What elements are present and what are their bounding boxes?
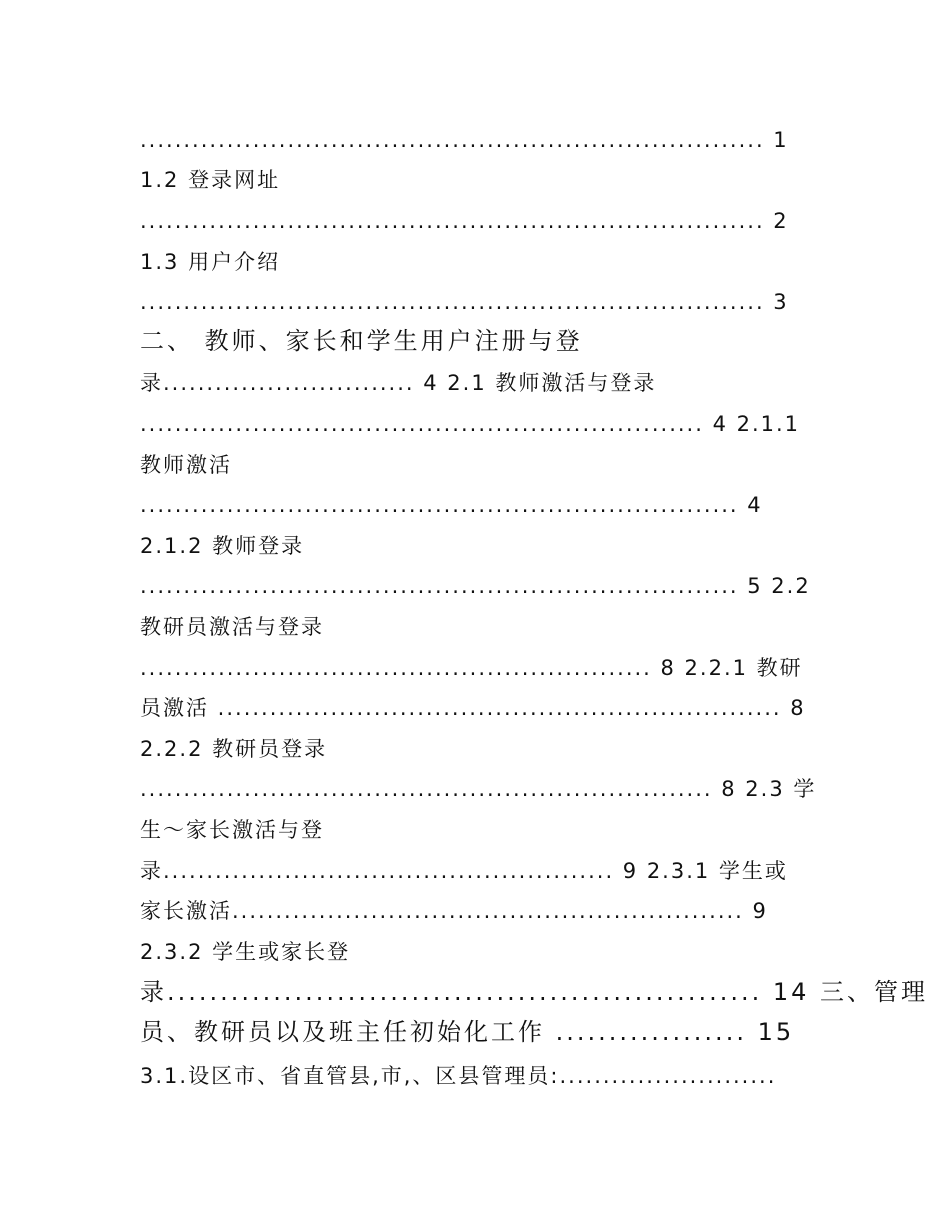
toc-line-parent-activation: 家长激活........................................................... 9 (140, 899, 768, 923)
toc-dots-page-2: ........................................................................ 2 (140, 209, 789, 233)
toc-entry-3-1: 3.1.设区市、省直管县,市,、区县管理员:......................... (140, 1064, 777, 1088)
toc-entry-teacher-activation: 教师激活 (140, 453, 232, 477)
toc-dots-page-3: ........................................................................ 3 (140, 290, 789, 314)
toc-entry-researcher: 教研员激活与登录 (140, 615, 324, 639)
toc-entry-2-2-2: 2.2.2 教研员登录 (140, 737, 328, 761)
toc-line-2-1: 录............................. 4 2.1 教师激活与登录 (140, 371, 657, 395)
toc-line-2-2-1: ........................................................... 8 2.2.1 教研 (140, 656, 803, 680)
toc-entry-1-2: 1.2 登录网址 (140, 168, 281, 192)
toc-dots-page-1: ........................................................................ 1 (140, 128, 789, 152)
toc-line-researcher-activation: 员激活 ................................................................. 8 (140, 696, 806, 720)
toc-entry-student-parent: 生～家长激活与登 (140, 818, 324, 842)
toc-entry-2-1-2: 2.1.2 教师登录 (140, 534, 305, 558)
toc-line-chapter-3-title: 员、教研员以及班主任初始化工作 .................. 15 (140, 1018, 795, 1046)
toc-line-chapter-3: 录........................................................ 14 三、管理 (140, 978, 929, 1006)
toc-entry-1-3: 1.3 用户介绍 (140, 250, 281, 274)
toc-line-2-1-1: ................................................................. 4 2.1.1 (140, 412, 801, 436)
toc-line-2-3-1: 录.................................................... 9 2.3.1 学生或 (140, 859, 788, 883)
toc-line-2-3: .................................................................. 8 2.3 学 (140, 777, 817, 801)
toc-line-2-2: ..................................................................... 5 2.2 (140, 574, 811, 598)
toc-entry-2-3-2: 2.3.2 学生或家长登 (140, 940, 351, 964)
toc-dots-page-4: ..................................................................... 4 (140, 493, 763, 517)
toc-chapter-2: 二、 教师、家长和学生用户注册与登 (140, 327, 583, 355)
